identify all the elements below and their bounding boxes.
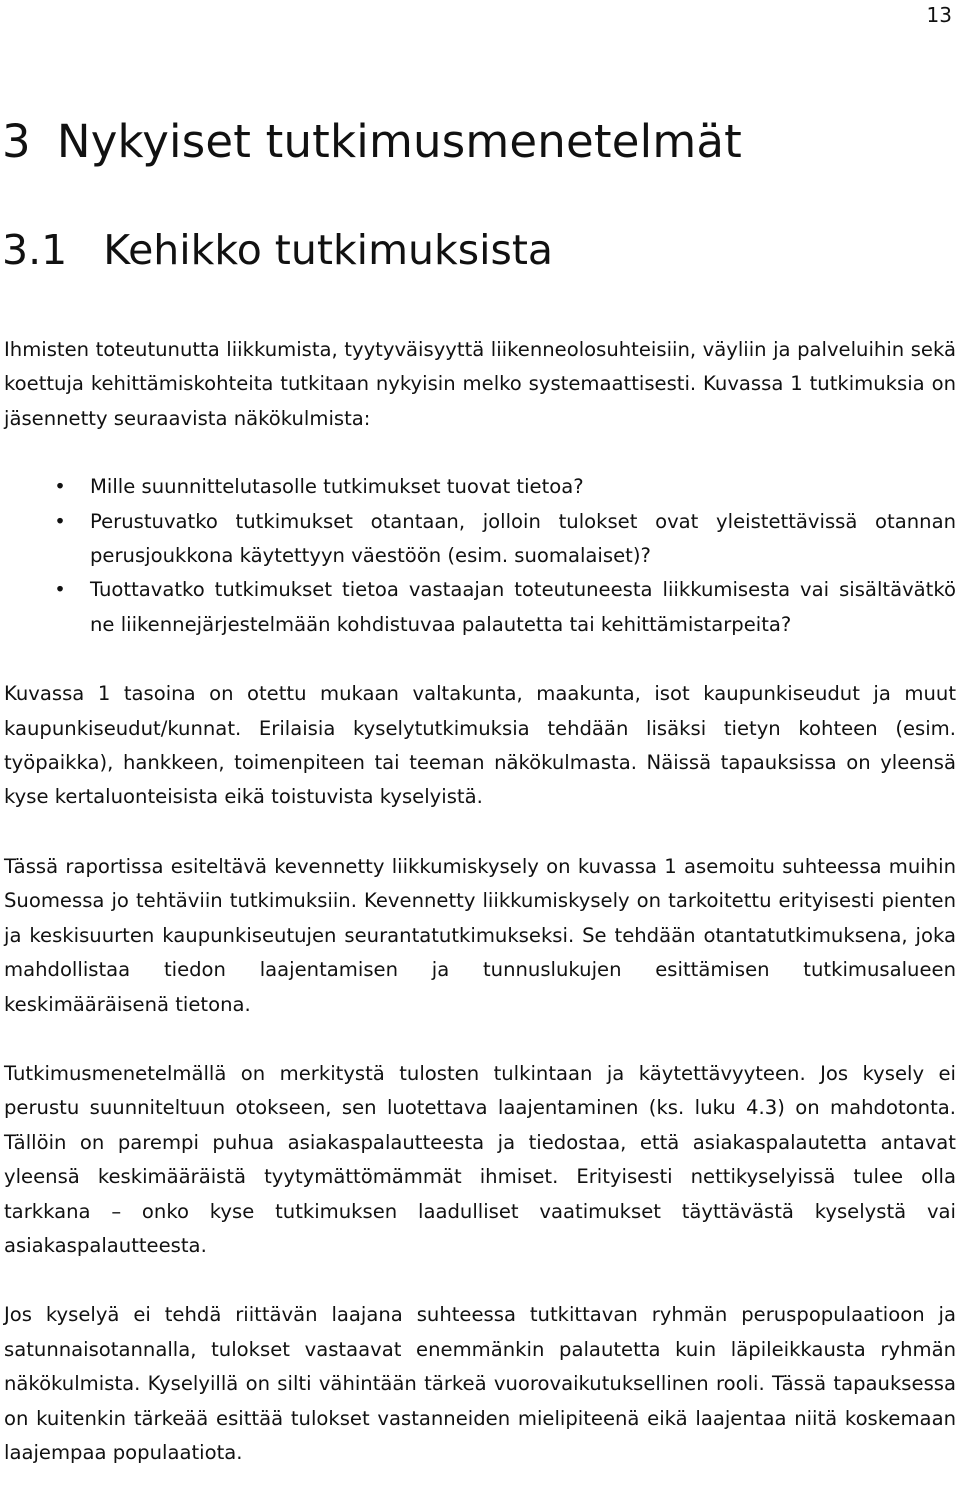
bullet-icon: • (54, 578, 66, 602)
list-item (4, 505, 956, 574)
chapter-heading (2, 112, 742, 172)
section-number: 3.1 (2, 226, 68, 274)
list-item (4, 470, 956, 504)
list-item-text: Tuottavatko tutkimukset tietoa vastaajan toteutuneesta liikkumisesta vai sisältävätkö ne liikennejärjestelmään kohdistuvaa palautetta tai kehittämistarpeita? (90, 578, 956, 636)
page-number: 13 (926, 3, 952, 27)
spacer (4, 1263, 956, 1298)
list-item (4, 573, 956, 642)
bullet-icon: • (54, 509, 66, 533)
intro-paragraph: Ihmisten toteutunutta liikkumista, tyytyväisyyttä liikenneolosuhteisiin, väyliin ja palveluihin sekä koettuja kehittämiskohteita tutkitaan nykyisin melko systemaattisesti. Kuvassa 1 tutkimuksia on jäsennetty seuraavista näkökulmista: (4, 338, 956, 430)
body-text (4, 333, 956, 1470)
section-title: Kehikko tutkimuksista (103, 226, 554, 274)
list-item-text: Mille suunnittelutasolle tutkimukset tuovat tietoa? (90, 475, 584, 499)
chapter-number: 3 (2, 115, 31, 168)
spacer (4, 1022, 956, 1057)
section-heading (2, 222, 553, 278)
paragraph: Tässä raportissa esiteltävä kevennetty liikkumiskysely on kuvassa 1 asemoitu suhteessa muihin Suomessa jo tehtäviin tutkimuksiin. Kevennetty liikkumiskysely on tarkoitettu erityisesti pienten ja keskisuurten kaupunkiseutujen seurantatutkimukseksi. Se tehdään otantatutkimuksena, joka mahdollistaa tiedon laajentamisen ja tunnuslukujen esittämisen tutkimusalueen keskimääräisenä tietona. (4, 854, 956, 1016)
bullet-list (4, 470, 956, 642)
paragraph: Jos kyselyä ei tehdä riittävän laajana suhteessa tutkittavan ryhmän peruspopulaatioon ja satunnaisotannalla, tulokset vastaavat enemmänkin palautetta kuin läpileikkausta ryhmän näkökulmista. Kyselyillä on silti vähintään tärkeä vuorovaikutuksellinen rooli. Tässä tapauksessa on kuitenkin tärkeää esittää tulokset vastanneiden mielipiteenä eikä laajentaa niitä koskemaan laajempaa populaatiota. (4, 1303, 956, 1464)
paragraph: Kuvassa 1 tasoina on otettu mukaan valtakunta, maakunta, isot kaupunkiseudut ja muut kaupunkiseudut/kunnat. Erilaisia kyselytutkimuksia tehdään lisäksi tietyn kohteen (esim. työpaikka), hankkeen, toimenpiteen tai teeman näkökulmasta. Näissä tapauksissa on yleensä kyse kertaluonteisista eikä toistuvista kyselyistä. (4, 682, 956, 809)
spacer (4, 642, 956, 677)
spacer (4, 815, 956, 850)
spacer (4, 436, 956, 470)
bullet-icon: • (54, 475, 66, 499)
paragraph: Tutkimusmenetelmällä on merkitystä tulosten tulkintaan ja käytettävyyteen. Jos kysely ei perustu suunniteltuun otokseen, sen luotettava laajentaminen (ks. luku 4.3) on mahdotonta. Tällöin on parempi puhua asiakaspalautteesta ja tiedostaa, että asiakaspalautetta antavat yleensä keskimääräistä tyytymättömämmät ihmiset. Erityisesti nettikyselyissä tulee olla tarkkana – onko kyse tutkimuksen laadulliset vaatimukset täyttävästä kyselystä vai asiakaspalautteesta. (4, 1061, 956, 1257)
list-item-text: Perustuvatko tutkimukset otantaan, jolloin tulokset ovat yleistettävissä otannan perusjoukkona käytettyyn väestöön (esim. suomalaiset)? (90, 509, 956, 568)
chapter-title: Nykyiset tutkimusmenetelmät (56, 115, 742, 168)
